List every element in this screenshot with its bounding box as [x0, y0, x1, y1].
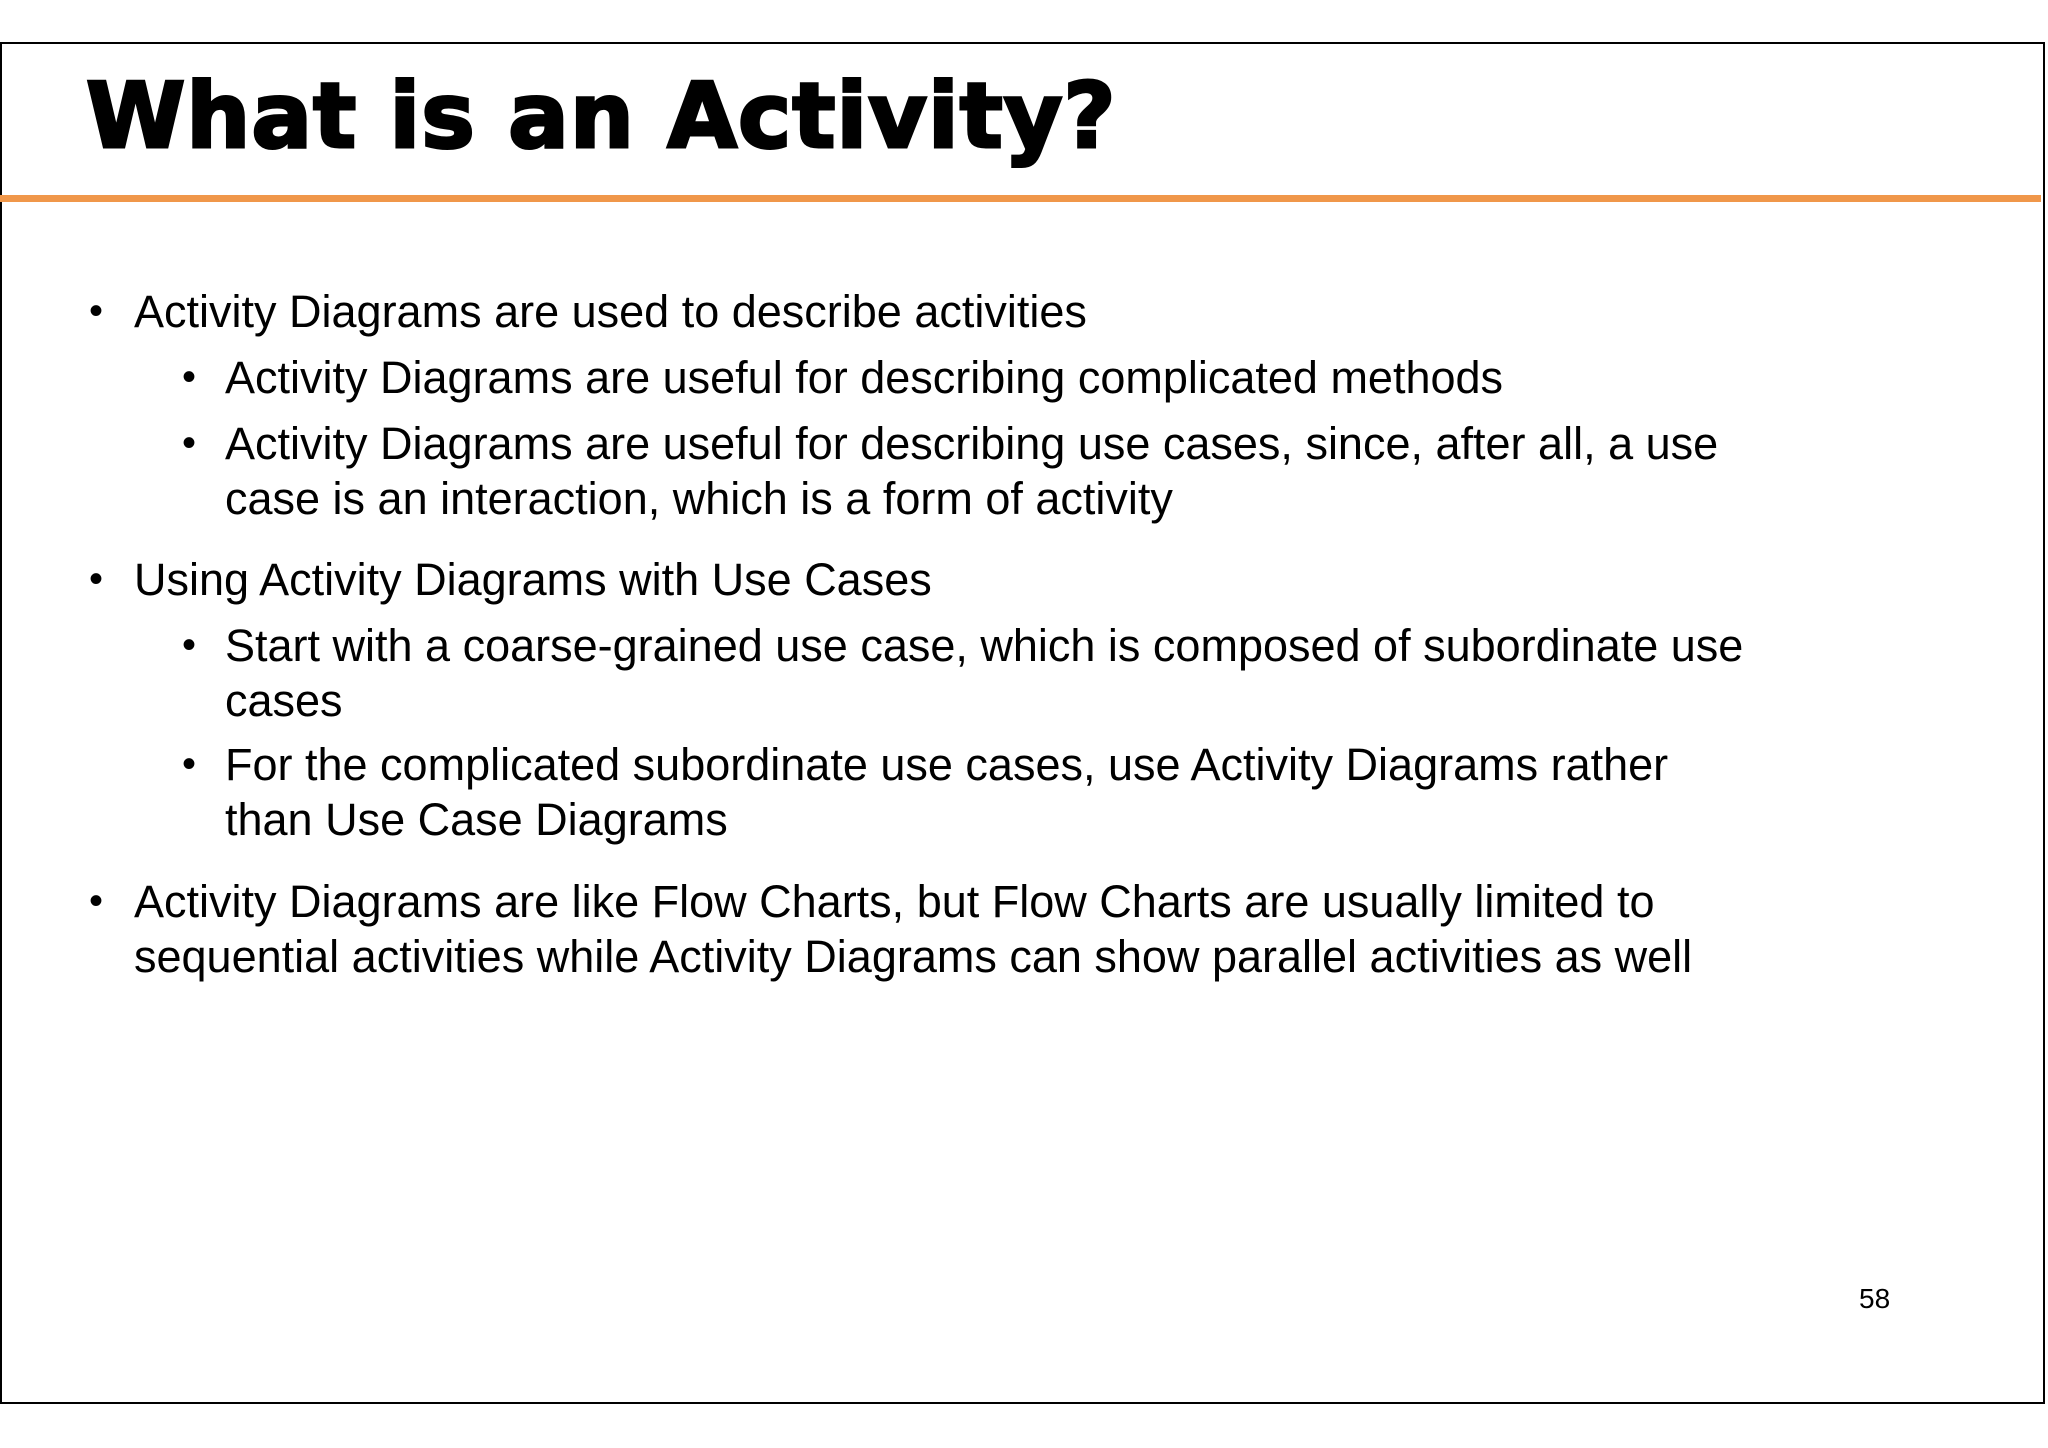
page-number: 58 — [1859, 1283, 1891, 1314]
sub-bullet-item — [182, 737, 1669, 847]
bullet-text-line: sequential activities while Activity Diagrams can show parallel activities as well — [134, 931, 1693, 982]
bullet-item — [89, 874, 1693, 984]
bullet-dot: • — [89, 289, 104, 333]
bullet-text-line: Using Activity Diagrams with Use Cases — [134, 554, 932, 605]
bullet-text-line: Start with a coarse-grained use case, which is composed of subordinate use — [225, 620, 1744, 671]
bullet-text-line: cases — [225, 675, 343, 726]
bullet-text-line: For the complicated subordinate use cases, use Activity Diagrams rather — [225, 739, 1669, 790]
bullet-dot: • — [182, 742, 197, 786]
bullet-text-line: Activity Diagrams are useful for describing complicated methods — [225, 352, 1504, 403]
bullet-item — [89, 284, 1087, 339]
bullet-dot: • — [89, 879, 104, 923]
bullet-dot: • — [89, 557, 104, 601]
bullet-text-line: Activity Diagrams are like Flow Charts, but Flow Charts are usually limited to — [134, 876, 1655, 927]
bullet-dot: • — [182, 623, 197, 667]
bullet-item — [89, 552, 932, 607]
bullet-dot: • — [182, 355, 197, 399]
bullet-text-line: case is an interaction, which is a form of activity — [225, 473, 1173, 524]
sub-bullet-item — [182, 618, 1744, 728]
bullet-text-line: Activity Diagrams are used to describe activities — [134, 286, 1087, 337]
slide-title: What is an Activity? — [86, 64, 1117, 169]
bullet-text-line: than Use Case Diagrams — [225, 794, 728, 845]
bullet-dot: • — [182, 421, 197, 465]
sub-bullet-item — [182, 416, 1719, 526]
sub-bullet-item — [182, 350, 1504, 405]
bullet-text-line: Activity Diagrams are useful for describing use cases, since, after all, a use — [225, 418, 1719, 469]
